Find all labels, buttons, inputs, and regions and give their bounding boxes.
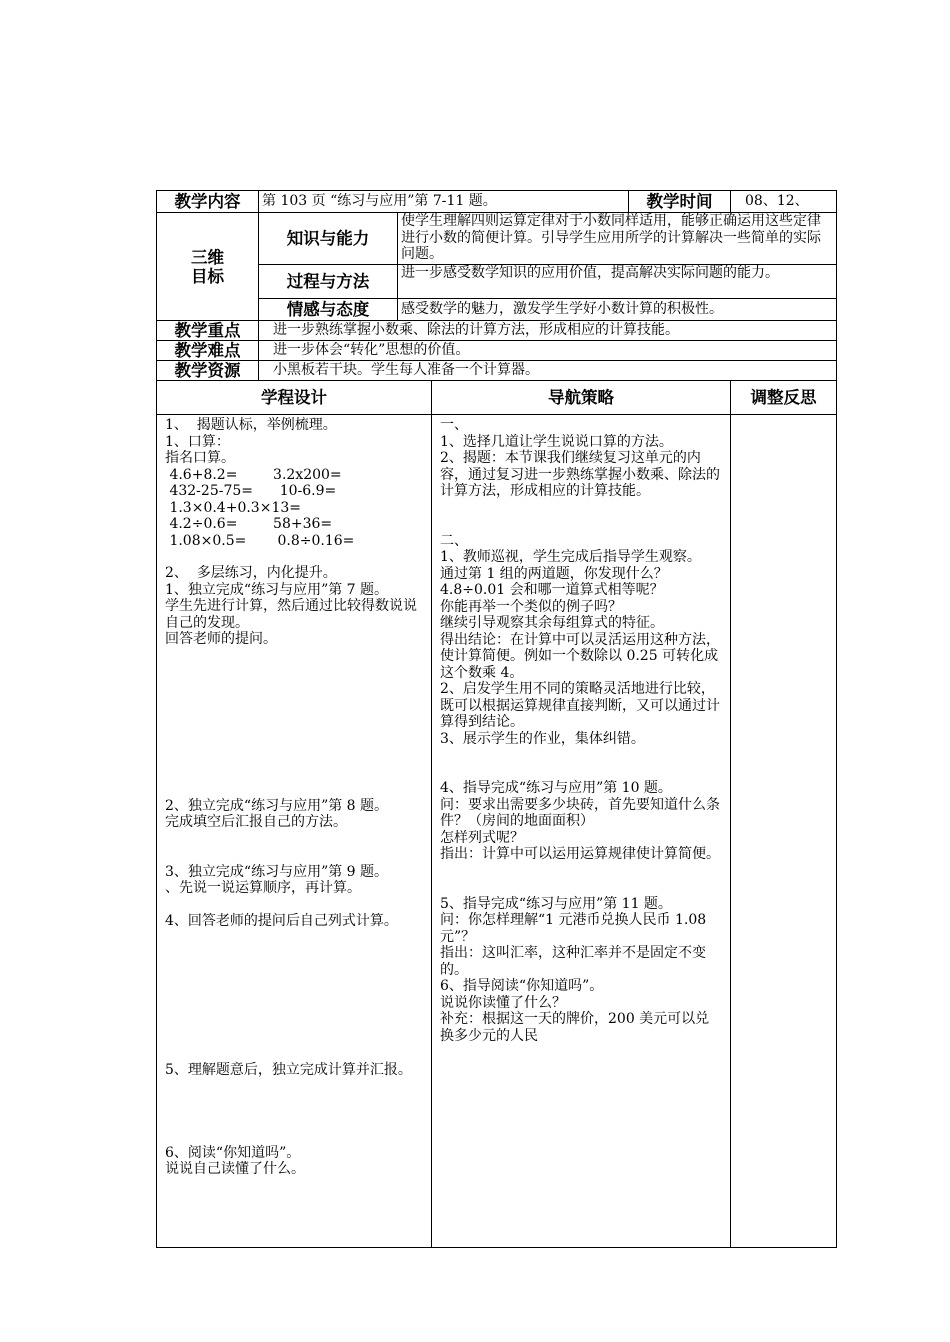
design-column xyxy=(157,415,432,1248)
strategy-line: 继续引导观察其余每组算式的特征。 xyxy=(440,615,664,631)
strategy-line: 补充：根据这一天的牌价，200 美元可以兑换多少元的人民 xyxy=(440,1011,710,1044)
difficulty-text: 进一步体会“转化”思想的价值。 xyxy=(259,341,837,361)
design-line: 4.2÷0.6= 58+36= xyxy=(165,516,333,532)
design-column-header: 学程设计 xyxy=(157,381,432,415)
strategy-line: 问：要求出需要多少块砖，首先要知道什么条件？（房间的地面面积） xyxy=(440,796,720,829)
time-value: 08、12、 xyxy=(731,191,837,213)
resources-text: 小黑板若干块。学生每人准备一个计算器。 xyxy=(259,361,837,381)
goal-label-knowledge: 知识与能力 xyxy=(259,213,398,265)
goal-label-attitude: 情感与态度 xyxy=(259,299,398,321)
time-label: 教学时间 xyxy=(629,191,731,213)
design-line: 432-25-75= 10-6.9= xyxy=(165,483,337,499)
info-row-focus xyxy=(157,321,837,341)
content-value: 第 103 页 “练习与应用”第 7-11 题。 xyxy=(259,191,629,213)
body-row xyxy=(157,415,837,1248)
strategy-line: 1、教师巡视，学生完成后指导学生观察。 xyxy=(440,549,701,565)
design-line: 完成填空后汇报自己的方法。 xyxy=(165,814,347,830)
lesson-plan-table xyxy=(156,190,837,1248)
strategy-line: 怎样列式呢？ xyxy=(440,829,524,846)
resources-label: 教学资源 xyxy=(157,361,259,381)
design-line: 2、 多层练习，内化提升。 xyxy=(165,565,337,581)
goal-text-process: 进一步感受数学知识的应用价值，提高解决实际问题的能力。 xyxy=(398,265,837,299)
strategy-line: 一、 xyxy=(440,417,468,433)
design-line: 2、独立完成“练习与应用”第 8 题。 xyxy=(165,797,389,814)
design-line: 1.08×0.5= 0.8÷0.16= xyxy=(165,532,355,549)
design-line: 4、回答老师的提问后自己列式计算。 xyxy=(165,912,398,929)
goal-label-process: 过程与方法 xyxy=(259,265,398,299)
strategy-line: 指出：计算中可以运用运算规律使计算简便。 xyxy=(440,846,720,862)
design-line: 回答老师的提问。 xyxy=(165,631,277,647)
difficulty-label: 教学难点 xyxy=(157,341,259,361)
strategy-line: 2、启发学生用不同的策略灵活地进行比较，既可以根据运算规律直接判断，又可以通过计算得到结论。 xyxy=(440,681,720,730)
strategy-line: 二、 xyxy=(440,532,468,549)
goal-row-attitude xyxy=(157,299,837,321)
strategy-line: 4.8÷0.01 会和哪一道算式相等呢？ xyxy=(440,582,664,598)
design-line: 1、口算： xyxy=(165,433,230,450)
design-line: 6、阅读“你知道吗”。 xyxy=(165,1144,301,1161)
info-row-resources xyxy=(157,361,837,381)
strategy-line: 问：你怎样理解“1 元港币兑换人民币 1.08 元”？ xyxy=(440,912,711,945)
strategy-line: 3、展示学生的作业，集体纠错。 xyxy=(440,730,645,747)
goals-label xyxy=(157,213,259,321)
content-label: 教学内容 xyxy=(157,191,259,213)
design-line: 4.6+8.2= 3.2x200= xyxy=(165,466,342,483)
strategy-column-header: 导航策略 xyxy=(432,381,731,415)
reflection-column-header: 调整反思 xyxy=(731,381,837,415)
design-line: 1.3×0.4+0.3×13= xyxy=(165,499,301,516)
info-row-difficulty xyxy=(157,341,837,361)
goal-row-knowledge xyxy=(157,213,837,265)
goal-text-attitude: 感受数学的魅力，激发学生学好小数计算的积极性。 xyxy=(398,299,837,321)
design-line: 说说自己读懂了什么。 xyxy=(165,1161,305,1177)
strategy-line: 4、指导完成“练习与应用”第 10 题。 xyxy=(440,780,672,796)
design-line: 指名口算。 xyxy=(165,450,235,466)
strategy-line: 1、选择几道让学生说说口算的方法。 xyxy=(440,433,673,450)
goals-label-line1: 三维 xyxy=(191,247,224,267)
strategy-line: 得出结论：在计算中可以灵活运用这种方法，使计算简便。例如一个数除以 0.25 可转化成这个数乘 4。 xyxy=(440,631,720,681)
focus-label: 教学重点 xyxy=(157,321,259,341)
design-line: 5、理解题意后，独立完成计算并汇报。 xyxy=(165,1062,412,1078)
strategy-line: 2、揭题：本节课我们继续复习这单元的内容，通过复习进一步熟练掌握小数乘、除法的计算方法，形成相应的计算技能。 xyxy=(440,450,720,499)
design-line: 1、独立完成“练习与应用”第 7 题。 xyxy=(165,581,389,598)
goal-row-process xyxy=(157,265,837,299)
strategy-line: 你能再举一个类似的例子吗？ xyxy=(440,598,622,615)
design-line: 、先说一说运算顺序，再计算。 xyxy=(165,880,361,896)
goals-label-line2: 目标 xyxy=(191,266,224,286)
header-row xyxy=(157,191,837,213)
strategy-line: 通过第 1 组的两道题，你发现什么？ xyxy=(440,565,668,582)
design-line: 学生先进行计算，然后通过比较得数说说自己的发现。 xyxy=(165,598,417,631)
design-line: 1、 揭题认标，举例梳理。 xyxy=(165,417,337,433)
strategy-line: 说说你读懂了什么？ xyxy=(440,994,566,1011)
reflection-column xyxy=(731,415,837,1248)
design-line: 3、独立完成“练习与应用”第 9 题。 xyxy=(165,863,389,880)
strategy-line: 6、指导阅读“你知道吗”。 xyxy=(440,978,604,994)
column-header-row xyxy=(157,381,837,415)
strategy-line: 5、指导完成“练习与应用”第 11 题。 xyxy=(440,895,672,912)
goal-text-knowledge: 使学生理解四则运算定律对于小数同样适用，能够正确运用这些定律进行小数的简便计算。引导学生应用所学的计算解决一些简单的实际问题。 xyxy=(398,213,837,265)
focus-text: 进一步熟练掌握小数乘、除法的计算方法，形成相应的计算技能。 xyxy=(259,321,837,341)
lesson-plan-form xyxy=(156,190,836,1248)
strategy-line: 指出：这叫汇率，这种汇率并不是固定不变的。 xyxy=(440,945,706,978)
strategy-column xyxy=(432,415,731,1248)
